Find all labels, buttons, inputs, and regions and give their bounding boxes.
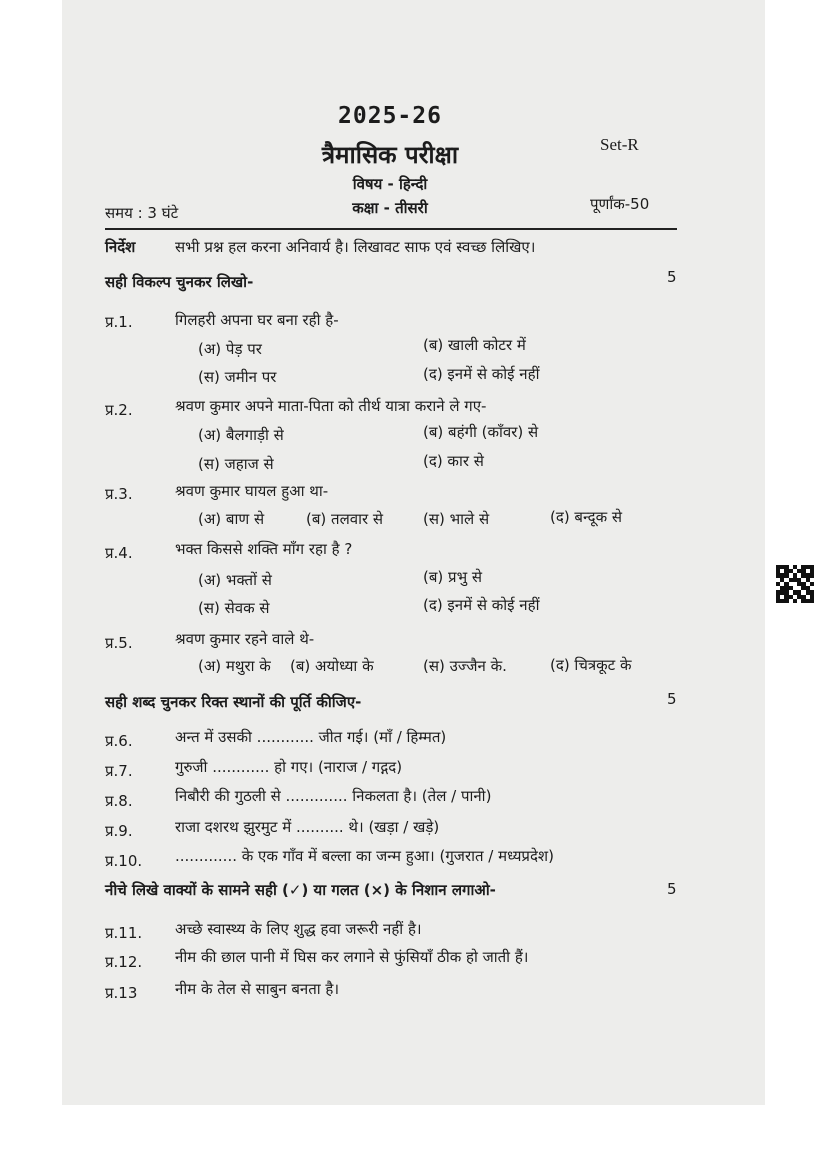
option: (ब) बहंगी (काँवर) से (423, 423, 539, 441)
section-marks: 5 (667, 690, 677, 708)
question-number: प्र.3. (105, 485, 133, 503)
option: (द) कार से (423, 452, 484, 470)
option: (अ) मथुरा के (198, 657, 271, 675)
question-text: नीम के तेल से साबुन बनता है। (175, 980, 340, 998)
section-title: सही विकल्प चुनकर लिखो- (105, 273, 254, 291)
question-number: प्र.1. (105, 313, 133, 331)
option: (स) भाले से (423, 510, 490, 528)
question-number: प्र.13 (105, 984, 138, 1002)
instructions-label: निर्देश (105, 238, 136, 256)
option: (स) सेवक से (198, 599, 270, 617)
option: (ब) तलवार से (306, 510, 384, 528)
section-title: सही शब्द चुनकर रिक्त स्थानों की पूर्ति कीजिए- (105, 693, 362, 711)
question-number: प्र.7. (105, 762, 133, 780)
section-title: नीचे लिखे वाक्यों के सामने सही (✓) या गलत (×) के निशान लगाओ- (105, 881, 496, 899)
question-number: प्र.9. (105, 822, 133, 840)
option: (द) चित्रकूट के (550, 656, 632, 674)
time-allowed: समय : 3 घंटे (105, 204, 179, 222)
question-text: श्रवण कुमार घायल हुआ था- (175, 482, 329, 500)
option: (ब) अयोध्या के (290, 657, 374, 675)
question-number: प्र.5. (105, 634, 133, 652)
option: (ब) प्रभु से (423, 568, 483, 586)
question-number: प्र.6. (105, 732, 133, 750)
question-number: प्र.8. (105, 792, 133, 810)
option: (स) जमीन पर (198, 368, 277, 386)
exam-title: त्रैमासिक परीक्षा (321, 141, 459, 169)
header-divider (105, 228, 677, 230)
option: (स) उज्जैन के. (423, 657, 507, 675)
option: (द) इनमें से कोई नहीं (423, 596, 540, 614)
exam-year: 2025-26 (338, 103, 442, 129)
question-text: गुरुजी ............ हो गए। (नाराज / गद्गद) (175, 758, 403, 776)
question-number: प्र.11. (105, 924, 143, 942)
question-text: गिलहरी अपना घर बना रही है- (175, 311, 339, 329)
question-number: प्र.12. (105, 953, 143, 971)
instructions-text: सभी प्रश्न हल करना अनिवार्य है। लिखावट साफ एवं स्वच्छ लिखिए। (175, 238, 536, 256)
question-text: राजा दशरथ झुरमुट में .......... थे। (खड़ा / खड़े) (175, 818, 440, 836)
option: (अ) भक्तों से (198, 571, 272, 589)
question-number: प्र.4. (105, 544, 133, 562)
max-marks: पूर्णांक-50 (590, 195, 650, 213)
section-marks: 5 (667, 880, 677, 898)
question-text: श्रवण कुमार अपने माता-पिता को तीर्थ यात्रा कराने ले गए- (175, 397, 487, 415)
option: (अ) बाण से (198, 510, 265, 528)
question-text: ............. के एक गाँव में बल्ला का जन्म हुआ। (गुजरात / मध्यप्रदेश) (175, 847, 554, 865)
section-marks: 5 (667, 268, 677, 286)
option: (अ) बैलगाड़ी से (198, 426, 284, 444)
option: (ब) खाली कोटर में (423, 336, 526, 354)
set-label: Set-R (600, 135, 639, 154)
question-number: प्र.2. (105, 401, 133, 419)
qr-code (776, 565, 814, 603)
subject: विषय - हिन्दी (352, 175, 428, 193)
class: कक्षा - तीसरी (352, 199, 428, 217)
option: (अ) पेड़ पर (198, 340, 262, 358)
option: (द) बन्दूक से (550, 508, 623, 526)
question-text: अच्छे स्वास्थ्य के लिए शुद्ध हवा जरूरी नहीं है। (175, 920, 422, 938)
option: (स) जहाज से (198, 455, 274, 473)
question-text: निबौरी की गुठली से ............. निकलता है। (तेल / पानी) (175, 787, 492, 805)
question-text: श्रवण कुमार रहने वाले थे- (175, 630, 315, 648)
question-text: नीम की छाल पानी में घिस कर लगाने से फुंसियाँ ठीक हो जाती हैं। (175, 948, 529, 966)
option: (द) इनमें से कोई नहीं (423, 365, 540, 383)
question-text: भक्त किससे शक्ति माँग रहा है ? (175, 540, 353, 558)
question-number: प्र.10. (105, 852, 143, 870)
question-text: अन्त में उसकी ............ जीत गई। (माँ / हिम्मत) (175, 728, 447, 746)
